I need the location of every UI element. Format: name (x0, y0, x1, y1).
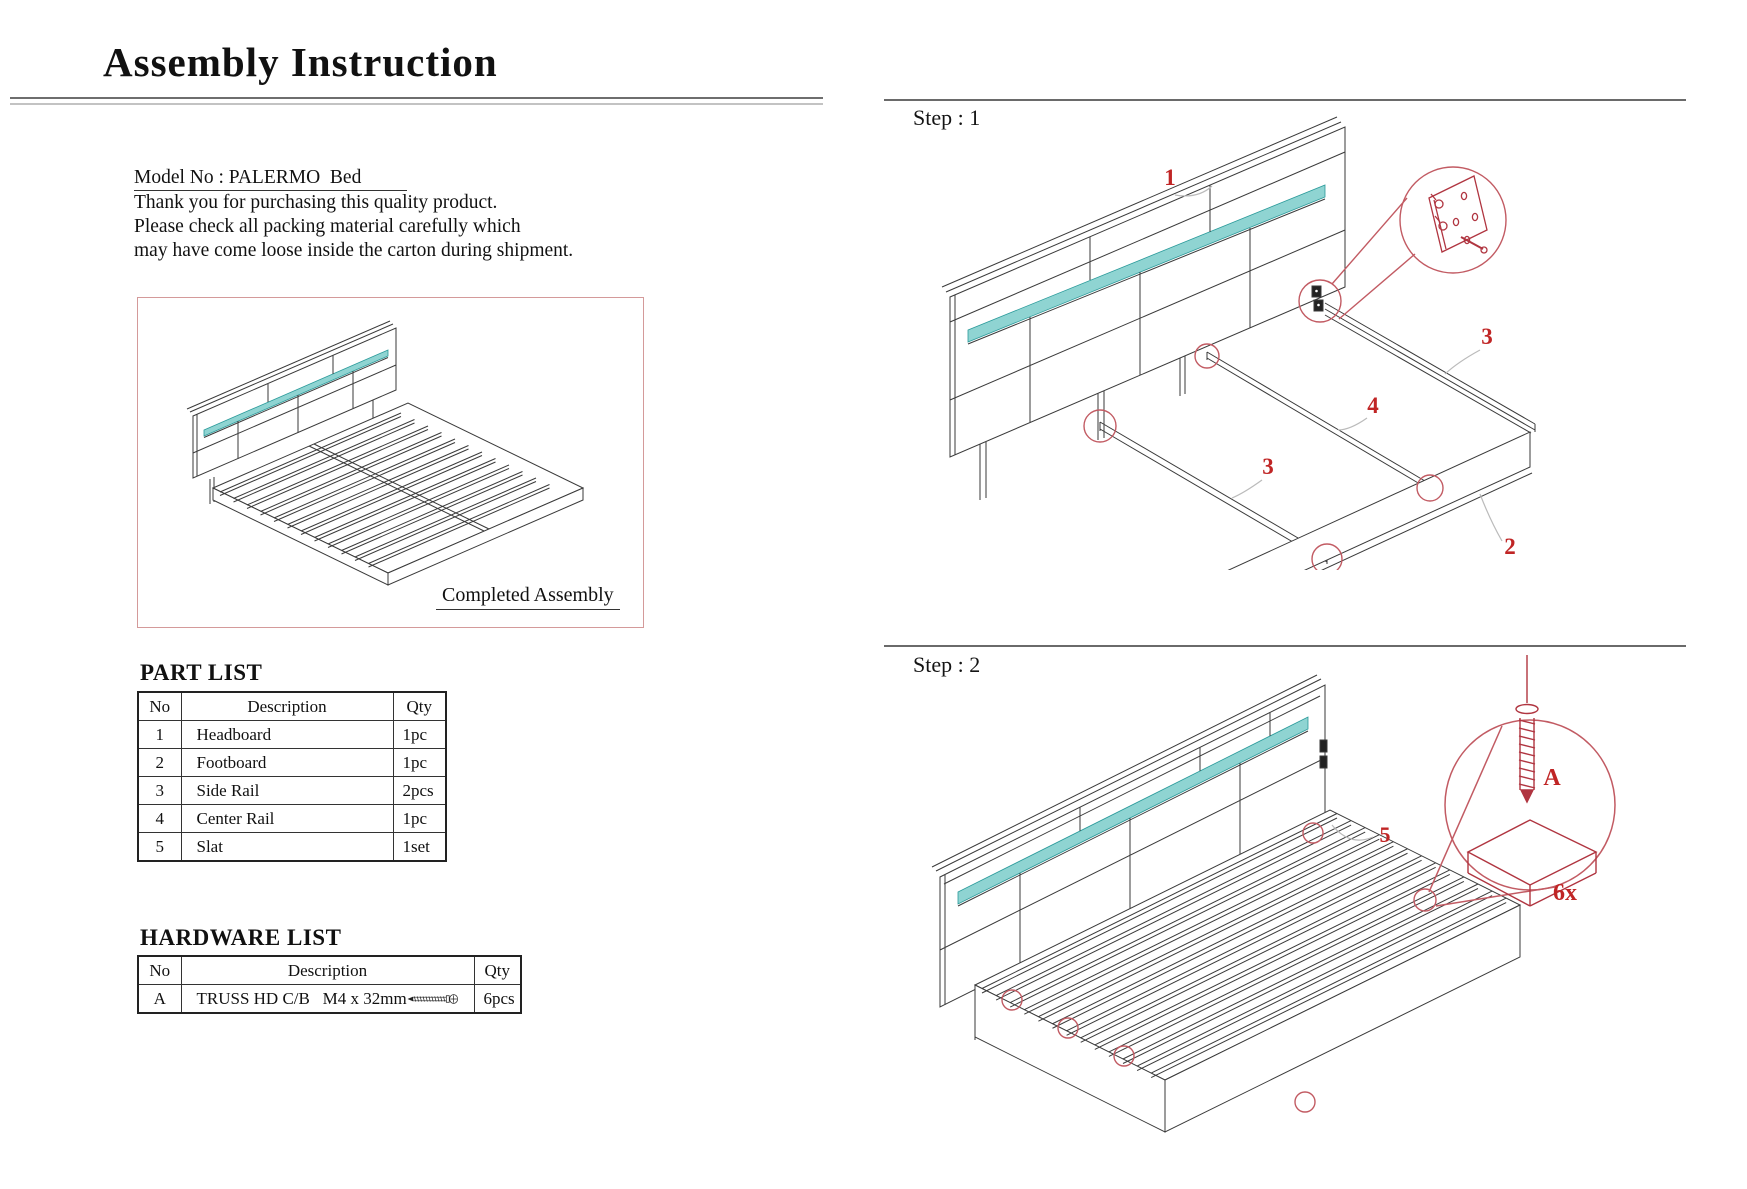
table-cell: 2 (138, 749, 181, 777)
table-row (138, 749, 446, 777)
hardware-list-table (137, 955, 522, 1014)
callout-centerrail: 4 (1367, 393, 1379, 418)
callout-footboard: 2 (1504, 534, 1516, 559)
table-cell: Center Rail (181, 805, 393, 833)
hardware-description: TRUSS HD C/B M4 x 32mm (196, 988, 407, 1008)
table-cell: 5 (138, 833, 181, 862)
table-cell: 2pcs (393, 777, 446, 805)
side-rail-right-drawing (1325, 303, 1535, 433)
intro-line: may have come loose inside the carton during shipment. (134, 240, 574, 261)
column-header: Qty (393, 692, 446, 721)
column-header: Description (181, 956, 474, 985)
callout-screw-count: 6x (1553, 880, 1577, 906)
table-header-row (138, 956, 521, 985)
step2-label: Step : 2 (913, 652, 981, 677)
screw-icon (407, 992, 464, 1006)
step1-diagram (880, 100, 1680, 570)
column-header: No (138, 692, 181, 721)
step1-label: Step : 1 (913, 105, 981, 130)
table-cell: A (138, 985, 181, 1014)
detail-bubble-icon (1332, 167, 1506, 319)
intro-block (134, 166, 573, 263)
table-cell: 1 (138, 721, 181, 749)
page-title: Assembly Instruction (103, 39, 498, 85)
callout-slat: 5 (1379, 822, 1391, 847)
table-row (138, 833, 446, 862)
table-header-row (138, 692, 446, 721)
completed-assembly-drawing (138, 298, 643, 627)
title-rule (10, 97, 823, 105)
table-cell: 3 (138, 777, 181, 805)
table-cell: 1set (393, 833, 446, 862)
callout-siderail-right: 3 (1481, 324, 1493, 349)
intro-line: Please check all packing material carefully which (134, 216, 521, 237)
table-row (138, 805, 446, 833)
part-list-heading: PART LIST (140, 660, 263, 685)
callout-siderail-left: 3 (1262, 454, 1274, 479)
callout-screw: A (1543, 765, 1561, 791)
bracket-detail-drawing (1429, 176, 1487, 253)
completed-assembly-box (137, 297, 644, 628)
part-list-table (137, 691, 447, 862)
callout-headboard: 1 (1164, 165, 1176, 190)
table-cell: 1pc (393, 805, 446, 833)
table-row (138, 777, 446, 805)
screw-detail-drawing (1468, 655, 1596, 906)
model-number-line: Model No : PALERMO Bed (134, 166, 407, 191)
table-cell: 1pc (393, 749, 446, 777)
column-header: Description (181, 692, 393, 721)
column-header: No (138, 956, 181, 985)
table-cell: 4 (138, 805, 181, 833)
table-cell: Slat (181, 833, 393, 862)
step2-diagram (880, 640, 1680, 1189)
intro-line: Thank you for purchasing this quality product. (134, 192, 498, 213)
table-cell: 1pc (393, 721, 446, 749)
hardware-list-heading: HARDWARE LIST (140, 925, 342, 950)
table-row (138, 721, 446, 749)
table-cell: Side Rail (181, 777, 393, 805)
headboard-drawing (942, 117, 1345, 500)
table-cell: Headboard (181, 721, 393, 749)
column-header: Qty (474, 956, 521, 985)
table-cell: Footboard (181, 749, 393, 777)
table-cell (181, 985, 474, 1014)
table-row (138, 985, 521, 1014)
center-rail-drawing (1207, 352, 1430, 492)
completed-assembly-label: Completed Assembly (436, 584, 620, 610)
table-cell: 6pcs (474, 985, 521, 1014)
